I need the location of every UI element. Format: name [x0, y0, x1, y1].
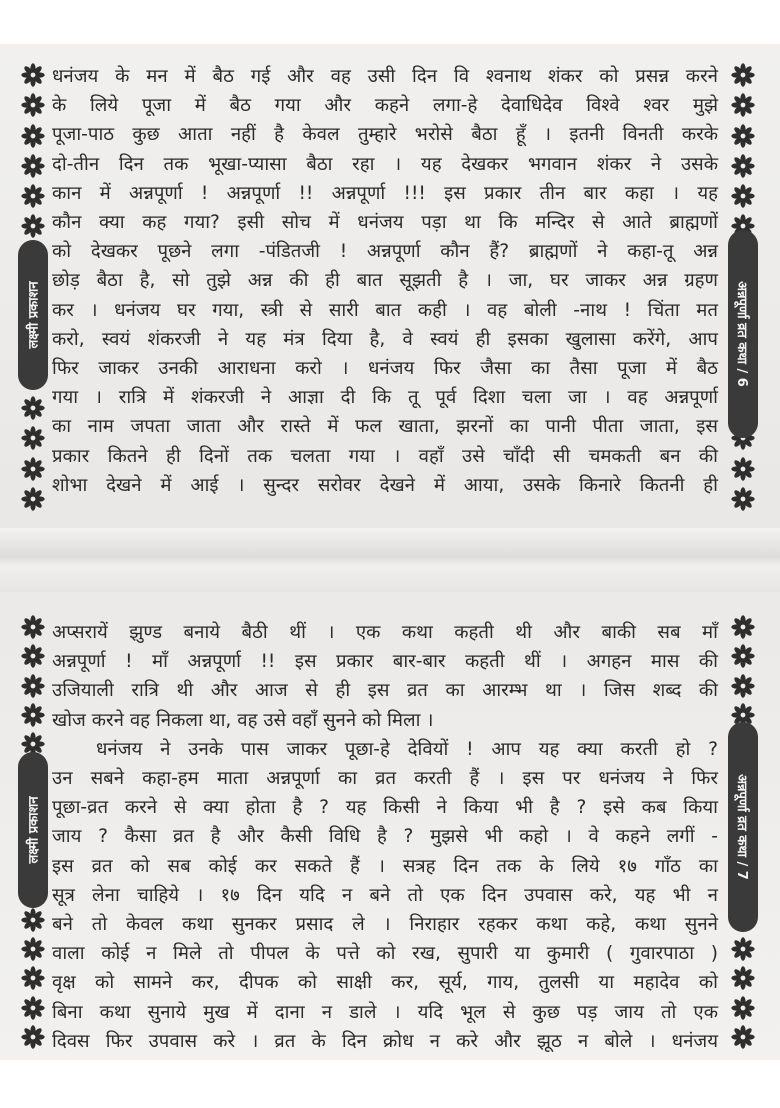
text-line: उन सबने कहा-हम माता अन्नपूर्णा का व्रत करती हैं । इस पर धनंजय ने फिर: [52, 768, 718, 790]
flower-icon: [20, 153, 46, 179]
page-7: [0, 592, 780, 1060]
text-line: उजियाली रात्रि थी और आज से ही इस व्रत का आरम्भ था । जिस शब्द की: [52, 680, 718, 702]
text-line: अन्नपूर्णा ! माँ अन्नपूर्णा !! इस प्रकार बार-बार कहती थीं । अगहन मास की: [52, 651, 718, 673]
flower-icon: [730, 153, 756, 179]
text-line: का नाम जपता जाता और रास्ते में फल खाता, झरनों का पानी पीता जाता, इस: [52, 416, 718, 438]
text-line: वृक्ष को सामने कर, दीपक को साक्षी कर, सूर्य, गाय, तुलसी या महादेव को: [52, 972, 718, 994]
flower-icon: [20, 1024, 46, 1050]
text-line: के लिये पूजा में बैठ गया और कहने लगा-हे देवाधिदेव विश्वे श्वर मुझे: [52, 95, 718, 117]
publisher-label: लक्ष्मी प्रकाशन: [27, 796, 43, 864]
flower-icon: [20, 995, 46, 1021]
flower-icon: [730, 614, 756, 640]
text-line: धनंजय के मन में बैठ गई और वह उसी दिन वि श्वनाथ शंकर को प्रसन्न करने: [52, 66, 718, 87]
flower-icon: [20, 123, 46, 149]
publisher-tab: [18, 240, 48, 390]
flower-icon: [730, 92, 756, 118]
flower-icon: [20, 213, 46, 239]
text-line: वाला कोई न मिले तो पीपल के पत्ते को रख, सुपारी या कुमारी ( गुवारपाठा ): [52, 943, 718, 965]
page-title-label: अन्नपूर्णा व्रत कथा / 6: [734, 281, 749, 387]
flower-icon: [20, 395, 46, 421]
page-title-tab: [728, 230, 758, 438]
page-body-text: [52, 62, 718, 500]
flower-icon: [20, 614, 46, 640]
flower-icon: [730, 486, 756, 512]
flower-icon: [20, 92, 46, 118]
text-line: को देखकर पूछने लगा -पंडितजी ! अन्नपूर्णा कौन हैं? ब्राह्मणों ने कहा-तू अन्न: [52, 241, 718, 263]
flower-icon: [730, 643, 756, 669]
text-line: जाय ? कैसा व्रत है और कैसी विधि है ? मुझसे भी कहो । वे कहने लगीं -: [52, 826, 718, 848]
flower-icon: [730, 1024, 756, 1050]
text-line: दिवस फिर उपवास करे । व्रत के दिन क्रोध न करे और झूठ न बोले । धनंजय: [52, 1030, 718, 1052]
flower-icon: [730, 123, 756, 149]
text-line: फिर जाकर उनकी आराधना करो । धनंजय फिर जैसा का तैसा पूजा में बैठ: [52, 358, 718, 380]
publisher-label: लक्ष्मी प्रकाशन: [27, 281, 43, 349]
flower-icon: [20, 62, 46, 88]
text-line: धनंजय ने उनके पास जाकर पूछा-हे देवियों ! आप यह क्या करती हो ?: [96, 738, 718, 760]
text-line: गया । रात्रि में शंकरजी ने आज्ञा दी कि तू पूर्व दिशा चला जा । वह अन्नपूर्णा: [52, 387, 718, 409]
page-body-text: [52, 618, 718, 1056]
page-6: [0, 44, 780, 528]
flower-icon: [730, 62, 756, 88]
flower-icon: [20, 425, 46, 451]
text-line: सूत्र लेना चाहिये । १७ दिन यदि न बने तो एक दिन उपवास करे, यह भी न: [52, 884, 718, 906]
text-line: कान में अन्नपूर्णा ! अन्नपूर्णा !! अन्नपूर्णा !!! इस प्रकार तीन बार कहा । यह: [52, 182, 718, 204]
text-line: शोभा देखने में आई । सुन्दर सरोवर देखने में आया, उसके किनारे कितनी ही: [52, 474, 718, 496]
page-title-label: अन्नपूर्णा व्रत कथा / 7: [734, 774, 749, 880]
text-line: कर । धनंजय घर गया, स्त्री से सारी बात कही । वह बोली -नाथ ! चिंता मत: [52, 299, 718, 321]
text-line: बिना कथा सुनाये मुख में दाना न डाले । यदि भूल से कुछ पड़ जाय तो एक: [52, 1001, 718, 1023]
flower-icon: [20, 456, 46, 482]
flower-icon: [730, 936, 756, 962]
flower-icon: [20, 702, 46, 728]
text-line: अप्सरायें झुण्ड बनाये बैठी थीं । एक कथा कहती थी और बाकी सब माँ: [52, 622, 718, 643]
text-line: प्रकार कितने ही दिनों तक चलता गया । वहाँ उसे चाँदी सी चमकती बन की: [52, 445, 718, 467]
flower-icon: [20, 965, 46, 991]
text-line: खोज करने वह निकला था, वह उसे वहाँ सुनने को मिला ।: [52, 709, 434, 731]
flower-icon: [730, 673, 756, 699]
booklet-spread: [0, 44, 780, 1060]
text-line: कौन क्या कह गया? इसी सोच में धनंजय पड़ा था कि मन्दिर से आते ब्राह्मणों: [52, 212, 718, 234]
flower-icon: [730, 183, 756, 209]
text-line: पूजा-पाठ कुछ आता नहीं है केवल तुम्हारे भरोसे बैठा हूँ । इतनी विनती करके: [52, 124, 718, 146]
flower-icon: [730, 965, 756, 991]
flower-icon: [20, 907, 46, 933]
text-line: इस व्रत को सब कोई कर सकते हैं । सत्रह दिन तक के लिये १७ गाँठ का: [52, 855, 718, 877]
text-line: छोड़ बैठा है, सो तुझे अन्न की ही बात सूझती है । जा, घर जाकर अन्न ग्रहण: [52, 270, 718, 292]
text-line: बने तो केवल कथा सुनकर प्रसाद ले । निराहार रहकर कथा कहे, कथा सुनने: [52, 914, 718, 936]
flower-icon: [20, 643, 46, 669]
flower-icon: [20, 486, 46, 512]
flower-icon: [20, 183, 46, 209]
flower-icon: [20, 936, 46, 962]
flower-icon: [730, 456, 756, 482]
text-line: करो, स्वयं शंकरजी ने यह मंत्र दिया है, वे स्वयं ही इसका खुलासा करेंगे, आप: [52, 328, 718, 350]
text-line: दो-तीन दिन तक भूखा-प्यासा बैठा रहा । यह देखकर भगवान शंकर ने उसके: [52, 153, 718, 175]
publisher-tab: [18, 752, 48, 908]
flower-icon: [20, 673, 46, 699]
flower-icon: [730, 995, 756, 1021]
page-title-tab: [728, 722, 758, 932]
text-line: पूछा-व्रत करने से क्या होता है ? यह किसी ने किया भी है ? इसे कब किया: [52, 797, 718, 819]
page-fold: [0, 528, 780, 592]
